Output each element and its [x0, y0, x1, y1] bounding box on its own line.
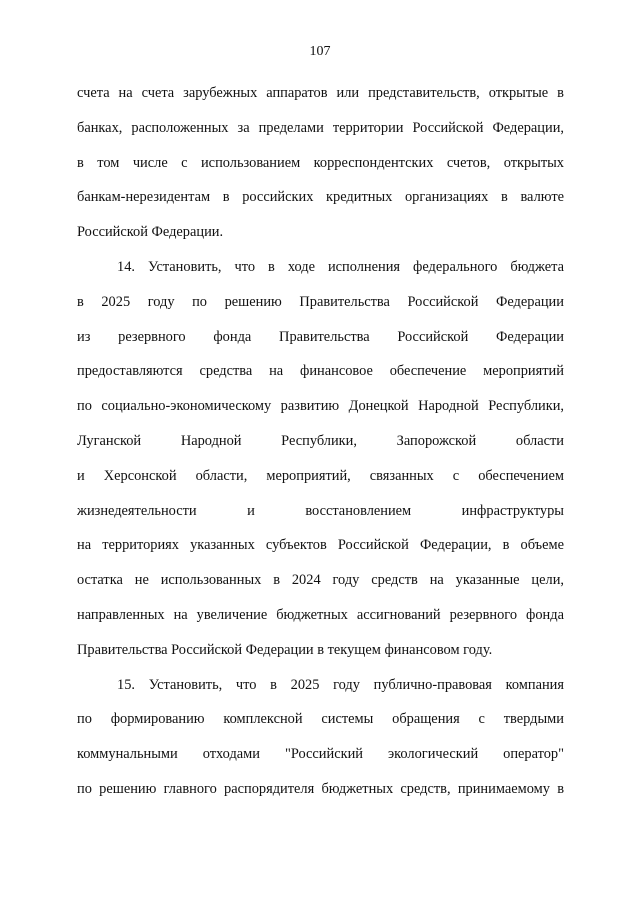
word: принимаемому [457, 780, 550, 797]
word: использованных [160, 572, 262, 589]
word: решению [99, 780, 157, 797]
word: Правительства [299, 293, 390, 310]
word: обращения [392, 711, 460, 728]
word: Федерации, [419, 537, 492, 554]
word: фонда [526, 606, 564, 623]
word: российских [242, 189, 314, 206]
word: обеспечением [478, 467, 564, 484]
word: средства [199, 363, 253, 380]
word: зарубежных [183, 85, 258, 101]
word: Правительства [279, 328, 370, 345]
text-line [77, 76, 564, 111]
word: корреспондентских [313, 154, 434, 171]
word: в [557, 780, 564, 797]
word: в [77, 154, 84, 171]
text-line [77, 111, 564, 146]
word: средств [371, 572, 418, 589]
text-line [77, 737, 564, 772]
word: в [270, 676, 277, 693]
text-line [77, 598, 564, 633]
text-line [77, 668, 564, 703]
word: области [515, 432, 564, 449]
word: мероприятий, [266, 467, 351, 484]
word: в [501, 189, 508, 206]
word: в [557, 85, 564, 101]
word: числе [132, 154, 168, 171]
word: Херсонской [103, 467, 177, 484]
word: Республики, [281, 432, 357, 449]
word: на [77, 537, 92, 554]
word: году [147, 293, 175, 310]
word: представительств, [368, 85, 480, 101]
word: бюджета [510, 258, 564, 275]
word: том [97, 154, 120, 171]
text-line [77, 702, 564, 737]
word: счета [141, 85, 175, 101]
word: из [77, 328, 91, 345]
word: счета [77, 85, 110, 101]
word: году [332, 572, 360, 589]
text-line [77, 285, 564, 320]
word: коммунальными [77, 746, 178, 763]
word: Запорожской [396, 432, 477, 449]
word: валюте [520, 189, 564, 206]
word: Федерации, [492, 119, 564, 136]
word: расположенных [131, 119, 229, 136]
word: Российской [337, 537, 409, 554]
page-number: 107 [309, 44, 331, 59]
word: резервного [449, 606, 518, 623]
word: Луганской [77, 432, 142, 449]
word: публично-правовая [373, 676, 492, 693]
word: компания [505, 676, 564, 693]
word: организациях [404, 189, 489, 206]
word: по [77, 780, 92, 797]
word: в [77, 293, 84, 310]
word: на [429, 572, 444, 589]
word: Народной [418, 398, 479, 415]
word: Народной [180, 432, 242, 449]
word: экологический [387, 746, 479, 763]
word: объеме [520, 537, 564, 554]
word: решению [224, 293, 282, 310]
word: мероприятий [483, 363, 564, 380]
word: восстановлением [305, 502, 412, 519]
word: и [77, 467, 85, 484]
word: обеспечение [389, 363, 467, 380]
word: с [478, 711, 485, 728]
word: территории [332, 119, 404, 136]
word: Российской [397, 328, 469, 345]
word: жизнедеятельности [77, 502, 197, 519]
document-body [77, 76, 564, 807]
word: связанных [369, 467, 434, 484]
word: указанных [190, 537, 255, 554]
word: использованием [200, 154, 301, 171]
word: главного [163, 780, 217, 797]
text-line: Правительства Российской Федерации в текущем финансовом году. [77, 641, 493, 658]
text-line [77, 528, 564, 563]
word: на [173, 606, 188, 623]
word: увеличение [196, 606, 268, 623]
word: пределами [258, 119, 324, 136]
word: Установить, [148, 676, 223, 693]
word: по [192, 293, 208, 310]
text-line: Российской Федерации. [77, 224, 224, 241]
word: и [247, 502, 255, 519]
word: Федерации [495, 293, 564, 310]
word: 2024 [291, 572, 321, 589]
word: территориях [102, 537, 179, 554]
text-line [77, 772, 564, 807]
word: средств, [400, 780, 451, 797]
word: в [222, 189, 230, 206]
word: федерального [413, 258, 498, 275]
word: банкам-нерезидентам [77, 189, 211, 206]
text-line [77, 250, 564, 285]
word: что [235, 676, 257, 693]
word: Российской [412, 119, 484, 136]
word: предоставляются [77, 363, 183, 380]
word: аппаратов [266, 85, 328, 101]
word: 15. [117, 676, 135, 693]
word: ассигнований [356, 606, 441, 623]
word: не [134, 572, 149, 589]
word: твердыми [503, 711, 564, 728]
word: фонда [213, 328, 252, 345]
text-line [77, 320, 564, 355]
word: Установить, [147, 258, 222, 275]
word: в [268, 258, 275, 275]
word: отходами [202, 746, 260, 763]
text-line [77, 146, 564, 181]
word: счетов, [446, 154, 491, 171]
word: кредитных [326, 189, 393, 206]
word: ходе [287, 258, 315, 275]
word: с [181, 154, 188, 171]
word: субъектов [265, 537, 327, 554]
word: резервного [118, 328, 186, 345]
word: 14. [117, 258, 135, 275]
word: 2025 [290, 676, 320, 693]
word: Российской [407, 293, 479, 310]
word: открытых [503, 154, 564, 171]
word: открытые [488, 85, 549, 101]
word: 2025 [101, 293, 131, 310]
word: в [273, 572, 280, 589]
word: что [234, 258, 256, 275]
word: распорядителя [224, 780, 315, 797]
word: комплексной [223, 711, 303, 728]
word: развитию [280, 398, 340, 415]
word: по [77, 398, 92, 415]
word: области, [195, 467, 248, 484]
word: остатка [77, 572, 123, 589]
word: в [502, 537, 510, 554]
word: на [118, 85, 133, 101]
text-line [77, 459, 564, 494]
word: цели, [531, 572, 564, 589]
word: бюджетных [321, 780, 394, 797]
word: банках, [77, 119, 123, 136]
word: исполнения [327, 258, 401, 275]
word: Донецкой [348, 398, 409, 415]
word: социально-экономическому [101, 398, 272, 415]
word: Федерации [496, 328, 564, 345]
word: бюджетных [276, 606, 348, 623]
word: системы [321, 711, 374, 728]
text-line [77, 424, 564, 459]
word: "Российский [284, 746, 363, 763]
word: указанные [455, 572, 520, 589]
word: финансовое [300, 363, 373, 380]
text-line [77, 494, 564, 529]
text-line [77, 354, 564, 389]
text-line [77, 563, 564, 598]
word: инфраструктуры [461, 502, 564, 519]
word: оператор" [503, 746, 564, 763]
text-line [77, 180, 564, 215]
word: с [452, 467, 460, 484]
word: направленных [77, 606, 165, 623]
word: за [237, 119, 250, 136]
word: на [269, 363, 284, 380]
word: или [336, 85, 360, 101]
word: по [77, 711, 92, 728]
text-line [77, 389, 564, 424]
word: Республики, [488, 398, 564, 415]
word: году [333, 676, 360, 693]
word: формированию [110, 711, 205, 728]
